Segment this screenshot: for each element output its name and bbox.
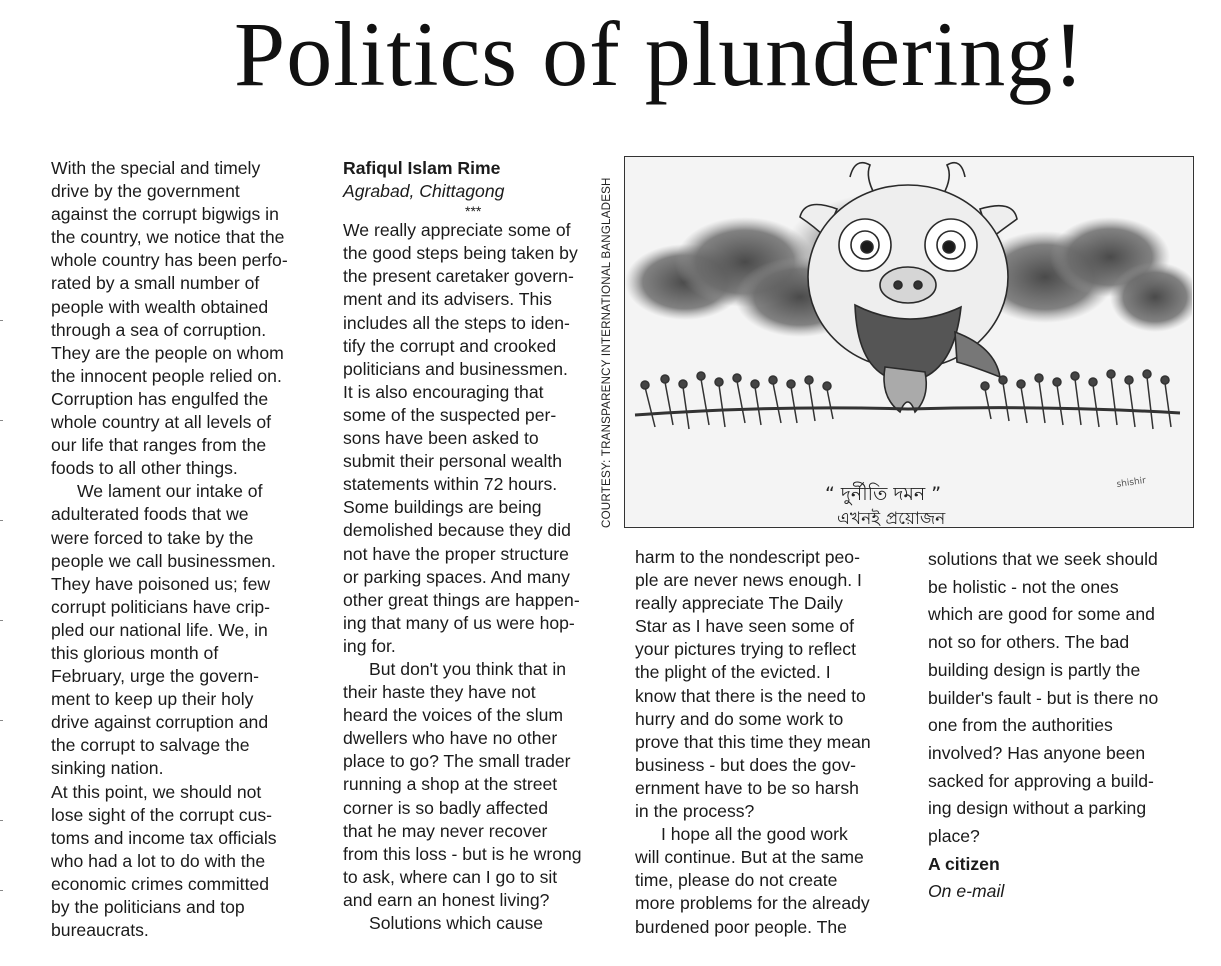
text-line: prove that this time they mean bbox=[635, 731, 871, 752]
text-line: sons have been asked to bbox=[343, 428, 539, 449]
text-line: adulterated foods that we bbox=[51, 504, 249, 525]
text-line: and earn an honest living? bbox=[343, 889, 550, 910]
text-line: builder's fault - but is there no bbox=[928, 687, 1159, 708]
text-line: people with wealth obtained bbox=[51, 296, 269, 317]
text-line: pled our national life. We, in bbox=[51, 619, 268, 640]
text-line: demolished because they did bbox=[343, 520, 571, 541]
text-line: not have the proper structure bbox=[343, 543, 569, 564]
edge-mark bbox=[0, 720, 3, 721]
text-line: corner is so badly affected bbox=[343, 797, 549, 818]
text-line: includes all the steps to iden- bbox=[343, 312, 570, 333]
cartoon-caption-bottom: এখনই প্রয়োজন bbox=[837, 509, 946, 526]
text-line: Star as I have seen some of bbox=[635, 616, 855, 637]
text-line: solutions that we seek should bbox=[928, 549, 1158, 569]
text-line: But don't you think that in bbox=[369, 658, 567, 679]
text-line: sacked for approving a build- bbox=[928, 770, 1154, 791]
text-line: corrupt politicians have crip- bbox=[51, 596, 271, 617]
text-line: building design is partly the bbox=[928, 659, 1141, 680]
text-line: whole country at all levels of bbox=[51, 412, 272, 433]
text-line: Corruption has engulfed the bbox=[51, 388, 269, 409]
text-line: against the corrupt bigwigs in bbox=[51, 204, 279, 225]
text-line: With the special and timely bbox=[51, 158, 261, 178]
text-line: economic crimes committed bbox=[51, 873, 270, 894]
text-line: the innocent people relied on. bbox=[51, 365, 282, 386]
headline: Politics of plundering! bbox=[234, 3, 1085, 105]
text-line: the plight of the evicted. I bbox=[635, 662, 831, 683]
edge-mark bbox=[0, 820, 3, 821]
text-line: the present caretaker govern- bbox=[343, 266, 574, 287]
letter-2-paragraph-3 bbox=[635, 546, 905, 823]
text-line: will continue. But at the same bbox=[635, 847, 864, 868]
text-line: tify the corrupt and crooked bbox=[343, 335, 557, 356]
text-line: hurry and do some work to bbox=[635, 708, 844, 729]
cartoon-drawing bbox=[625, 157, 1192, 526]
cartoon-illustration bbox=[624, 156, 1194, 528]
letter-2-column bbox=[343, 157, 613, 935]
text-line: place to go? The small trader bbox=[343, 751, 571, 772]
text-line: ment to keep up their holy bbox=[51, 689, 254, 710]
text-line: the good steps being taken by bbox=[343, 243, 578, 264]
text-line: from this loss - but is he wrong bbox=[343, 843, 582, 864]
cartoonist-signature: shishir bbox=[1116, 475, 1147, 490]
text-line: not so for others. The bad bbox=[928, 632, 1130, 653]
text-line: the country, we notice that the bbox=[51, 227, 285, 248]
text-line: I hope all the good work bbox=[661, 824, 848, 845]
text-line: At this point, we should not bbox=[51, 781, 262, 802]
text-line: be holistic - not the ones bbox=[928, 576, 1119, 597]
text-line: They are the people on whom bbox=[51, 342, 284, 363]
edge-mark bbox=[0, 890, 3, 891]
section-separator: *** bbox=[465, 203, 482, 220]
text-line: involved? Has anyone been bbox=[928, 742, 1146, 763]
text-line: business - but does the gov- bbox=[635, 754, 857, 775]
text-line: Solutions which cause bbox=[369, 913, 544, 933]
text-line: some of the suspected per- bbox=[343, 404, 557, 425]
text-line: We really appreciate some of bbox=[343, 220, 571, 241]
text-line: were forced to take by the bbox=[51, 527, 254, 548]
cartoon-caption-top: “ দুর্নীতি দমন ” bbox=[825, 483, 942, 505]
text-line: our life that ranges from the bbox=[51, 435, 267, 456]
text-line: bureaucrats. bbox=[51, 920, 149, 941]
text-line: know that there is the need to bbox=[635, 685, 866, 706]
text-line: by the politicians and top bbox=[51, 897, 245, 917]
text-line: whole country has been perfo- bbox=[51, 250, 288, 271]
letter-1-location: Agrabad, Chittagong bbox=[343, 181, 505, 202]
text-line: in the process? bbox=[635, 801, 755, 822]
text-line: lose sight of the corrupt cus- bbox=[51, 804, 273, 825]
text-line: It is also encouraging that bbox=[343, 381, 544, 402]
text-line: that he may never recover bbox=[343, 820, 548, 841]
text-line: place? bbox=[928, 826, 980, 847]
text-line: through a sea of corruption. bbox=[51, 319, 267, 340]
text-line: who had a lot to do with the bbox=[51, 850, 266, 871]
letter-2-paragraph-2 bbox=[343, 658, 613, 935]
text-line: foods to all other things. bbox=[51, 458, 238, 479]
text-line: ment and its advisers. This bbox=[343, 289, 552, 310]
letter-2-paragraph-4 bbox=[635, 823, 905, 938]
text-line: Some buildings are being bbox=[343, 497, 542, 518]
letter-1-author: Rafiqul Islam Rime bbox=[343, 158, 501, 178]
text-line: to ask, where can I go to sit bbox=[343, 866, 558, 887]
letter-2-paragraph-5 bbox=[928, 546, 1198, 851]
text-line: ing that many of us were hop- bbox=[343, 612, 575, 633]
text-line: ing for. bbox=[343, 635, 396, 656]
text-line: more problems for the already bbox=[635, 893, 870, 914]
text-line: rated by a small number of bbox=[51, 273, 260, 294]
letter-2-author: A citizen bbox=[928, 853, 1000, 874]
text-line: drive by the government bbox=[51, 181, 240, 202]
text-line: ernment have to be so harsh bbox=[635, 777, 859, 798]
text-line: your pictures trying to reflect bbox=[635, 639, 856, 660]
text-line: harm to the nondescript peo- bbox=[635, 547, 860, 567]
text-line: toms and income tax officials bbox=[51, 827, 277, 848]
edge-mark bbox=[0, 420, 3, 421]
edge-mark bbox=[0, 520, 3, 521]
letter-2-location: On e-mail bbox=[928, 881, 1005, 902]
text-line: dwellers who have no other bbox=[343, 728, 558, 749]
text-line: They have poisoned us; few bbox=[51, 573, 271, 594]
edge-mark bbox=[0, 320, 3, 321]
text-line: ing design without a parking bbox=[928, 798, 1147, 819]
text-line: this glorious month of bbox=[51, 642, 219, 663]
text-line: submit their personal wealth bbox=[343, 451, 563, 472]
text-line: burdened poor people. The bbox=[635, 916, 847, 937]
text-line: people we call businessmen. bbox=[51, 550, 276, 571]
text-line: which are good for some and bbox=[928, 604, 1155, 625]
text-line: the corrupt to salvage the bbox=[51, 735, 250, 756]
text-line: other great things are happen- bbox=[343, 589, 580, 610]
text-line: heard the voices of the slum bbox=[343, 705, 564, 726]
text-line: really appreciate The Daily bbox=[635, 593, 843, 614]
text-line: sinking nation. bbox=[51, 758, 164, 779]
text-line: statements within 72 hours. bbox=[343, 474, 558, 495]
letter-2-column-3 bbox=[635, 546, 905, 939]
text-line: ple are never news enough. I bbox=[635, 570, 862, 591]
letter-2-column-4 bbox=[928, 546, 1198, 906]
text-line: one from the authorities bbox=[928, 715, 1113, 736]
letter-1-column bbox=[51, 157, 321, 942]
text-line: or parking spaces. And many bbox=[343, 566, 570, 587]
text-line: We lament our intake of bbox=[77, 481, 263, 502]
edge-mark bbox=[0, 620, 3, 621]
photo-credit: COURTESY: TRANSPARENCY INTERNATIONAL BANGLADESH bbox=[600, 177, 613, 528]
letter-1-paragraph-2 bbox=[51, 480, 321, 942]
text-line: running a shop at the street bbox=[343, 774, 558, 795]
text-line: time, please do not create bbox=[635, 870, 838, 891]
text-line: their haste they have not bbox=[343, 682, 536, 703]
text-line: drive against corruption and bbox=[51, 712, 269, 733]
letter-1-paragraph-1 bbox=[51, 157, 321, 480]
text-line: February, urge the govern- bbox=[51, 666, 259, 687]
text-line: politicians and businessmen. bbox=[343, 358, 568, 379]
